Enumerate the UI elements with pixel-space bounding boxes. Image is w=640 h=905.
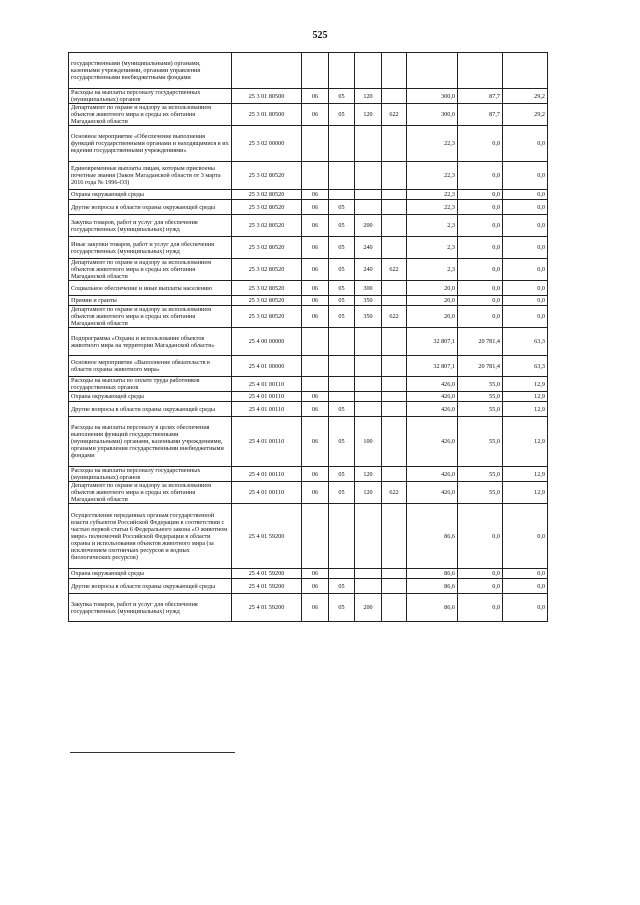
row-name: Социальное обеспечение и иные выплаты населению — [69, 281, 232, 296]
row-expense-type: 120 — [355, 482, 382, 504]
row-subsection — [329, 53, 355, 89]
table-row — [69, 190, 548, 200]
row-subsection: 05 — [329, 281, 355, 296]
row-subsection: 05 — [329, 200, 355, 215]
row-name: Департамент по охране и надзору за использованием объектов животного мира и среды их обитания Магаданской области — [69, 306, 232, 328]
footer-divider — [70, 752, 235, 753]
row-actual-value: 55,0 — [458, 417, 503, 467]
row-actual-value: 55,0 — [458, 392, 503, 402]
row-expense-type: 200 — [355, 594, 382, 622]
row-percent: 0,0 — [503, 296, 548, 306]
row-actual-value: 0,0 — [458, 306, 503, 328]
row-plan-value: 86,6 — [407, 594, 458, 622]
row-subsection: 05 — [329, 402, 355, 417]
row-org-code — [382, 356, 407, 377]
row-percent: 29,2 — [503, 89, 548, 104]
row-section: 06 — [302, 482, 329, 504]
row-name: Расходы на выплаты персоналу государственных (муниципальных) органов — [69, 89, 232, 104]
row-percent: 12,9 — [503, 467, 548, 482]
row-actual-value: 55,0 — [458, 467, 503, 482]
row-code: 25 3 02 80520 — [232, 281, 302, 296]
row-name: Департамент по охране и надзору за использованием объектов животного мира и среды их обитания Магаданской области — [69, 259, 232, 281]
row-expense-type — [355, 504, 382, 569]
row-subsection: 05 — [329, 296, 355, 306]
row-section: 06 — [302, 215, 329, 237]
row-plan-value: 426,0 — [407, 482, 458, 504]
row-org-code — [382, 215, 407, 237]
budget-table — [68, 52, 548, 622]
table-row — [69, 377, 548, 392]
row-percent: 0,0 — [503, 126, 548, 162]
row-percent: 63,3 — [503, 328, 548, 356]
row-actual-value: 0,0 — [458, 504, 503, 569]
row-subsection — [329, 377, 355, 392]
row-section: 06 — [302, 306, 329, 328]
row-plan-value: 2,3 — [407, 259, 458, 281]
table-row — [69, 569, 548, 579]
row-name: Основное мероприятие «Обеспечение выполнения функций государственными органами и находящимися в их ведении государственными учреждениями» — [69, 126, 232, 162]
row-actual-value: 0,0 — [458, 200, 503, 215]
row-percent: 0,0 — [503, 594, 548, 622]
row-section: 06 — [302, 392, 329, 402]
table-row — [69, 259, 548, 281]
row-plan-value: 426,0 — [407, 417, 458, 467]
table-row — [69, 104, 548, 126]
row-subsection: 05 — [329, 237, 355, 259]
row-section: 06 — [302, 89, 329, 104]
row-expense-type: 350 — [355, 296, 382, 306]
row-percent: 12,9 — [503, 392, 548, 402]
row-percent: 0,0 — [503, 237, 548, 259]
row-subsection: 05 — [329, 579, 355, 594]
row-section — [302, 126, 329, 162]
table-row — [69, 356, 548, 377]
row-org-code — [382, 281, 407, 296]
row-section: 06 — [302, 259, 329, 281]
row-section: 06 — [302, 402, 329, 417]
row-expense-type: 120 — [355, 89, 382, 104]
row-percent: 0,0 — [503, 259, 548, 281]
row-plan-value: 20,0 — [407, 306, 458, 328]
row-percent: 63,3 — [503, 356, 548, 377]
row-code: 25 3 02 80520 — [232, 162, 302, 190]
row-actual-value: 0,0 — [458, 281, 503, 296]
table-row — [69, 296, 548, 306]
row-actual-value: 0,0 — [458, 569, 503, 579]
row-subsection: 05 — [329, 259, 355, 281]
row-code: 25 3 02 80520 — [232, 200, 302, 215]
row-org-code — [382, 89, 407, 104]
row-expense-type — [355, 392, 382, 402]
row-code: 25 4 01 00110 — [232, 377, 302, 392]
row-org-code — [382, 237, 407, 259]
row-expense-type: 200 — [355, 215, 382, 237]
row-plan-value — [407, 53, 458, 89]
row-plan-value: 86,6 — [407, 504, 458, 569]
row-code: 25 3 01 80500 — [232, 89, 302, 104]
row-expense-type — [355, 579, 382, 594]
row-plan-value: 426,0 — [407, 392, 458, 402]
row-name: Департамент по охране и надзору за использованием объектов животного мира и среды их обитания Магаданской области — [69, 104, 232, 126]
table-row — [69, 162, 548, 190]
table-row — [69, 89, 548, 104]
row-org-code — [382, 467, 407, 482]
page-number: 525 — [312, 30, 328, 41]
row-name: Расходы на выплаты персоналу государственных (муниципальных) органов — [69, 467, 232, 482]
row-org-code: 622 — [382, 306, 407, 328]
row-section: 06 — [302, 104, 329, 126]
row-expense-type — [355, 356, 382, 377]
row-plan-value: 86,6 — [407, 569, 458, 579]
row-plan-value: 426,0 — [407, 402, 458, 417]
row-name: Осуществление переданных органам государственной власти субъектов Российской Федерации в соответствии с частью первой статьи 6 Федерального закона «О животном мире» полномочий Российской Федерации в области охраны и использования объектов животного мира (за исключением охотничьих ресурсов и водных биологических ресурсов) — [69, 504, 232, 569]
row-name: Расходы на выплаты по оплате труда работников государственных органов — [69, 377, 232, 392]
row-percent: 0,0 — [503, 190, 548, 200]
row-subsection: 05 — [329, 104, 355, 126]
row-expense-type: 240 — [355, 237, 382, 259]
row-plan-value: 22,3 — [407, 200, 458, 215]
row-name: Подпрограмма «Охрана и использование объектов животного мира на территории Магаданской области» — [69, 328, 232, 356]
row-name: Иные закупки товаров, работ и услуг для обеспечения государственных (муниципальных) нужд — [69, 237, 232, 259]
row-code: 25 3 02 80520 — [232, 259, 302, 281]
row-code: 25 3 02 00000 — [232, 126, 302, 162]
row-actual-value: 20 781,4 — [458, 328, 503, 356]
row-subsection — [329, 356, 355, 377]
row-subsection — [329, 392, 355, 402]
row-org-code — [382, 53, 407, 89]
table-row — [69, 482, 548, 504]
row-expense-type — [355, 53, 382, 89]
row-section: 06 — [302, 281, 329, 296]
row-section: 06 — [302, 594, 329, 622]
row-code: 25 4 01 00110 — [232, 467, 302, 482]
row-code: 25 3 01 80500 — [232, 104, 302, 126]
row-section: 06 — [302, 296, 329, 306]
row-code: 25 4 01 59200 — [232, 579, 302, 594]
row-code: 25 3 02 80520 — [232, 296, 302, 306]
row-org-code — [382, 200, 407, 215]
row-plan-value: 22,3 — [407, 126, 458, 162]
row-section — [302, 328, 329, 356]
row-actual-value: 87,7 — [458, 89, 503, 104]
table-row — [69, 200, 548, 215]
row-subsection — [329, 504, 355, 569]
row-percent: 0,0 — [503, 579, 548, 594]
row-org-code — [382, 126, 407, 162]
row-expense-type — [355, 402, 382, 417]
row-subsection — [329, 328, 355, 356]
row-subsection — [329, 126, 355, 162]
row-org-code: 622 — [382, 259, 407, 281]
row-expense-type — [355, 377, 382, 392]
row-name: государственными (муниципальными) органами, казенными учреждениями, органами управления государственными внебюджетными фондами — [69, 53, 232, 89]
row-section: 06 — [302, 190, 329, 200]
row-name: Охрана окружающей среды — [69, 190, 232, 200]
row-name: Другие вопросы в области охраны окружающей среды — [69, 579, 232, 594]
row-expense-type: 240 — [355, 259, 382, 281]
row-actual-value: 0,0 — [458, 296, 503, 306]
row-plan-value: 20,0 — [407, 281, 458, 296]
row-plan-value: 300,0 — [407, 89, 458, 104]
row-plan-value: 32 807,1 — [407, 356, 458, 377]
table-row — [69, 402, 548, 417]
row-code: 25 4 01 00110 — [232, 482, 302, 504]
row-expense-type: 120 — [355, 104, 382, 126]
row-org-code — [382, 402, 407, 417]
row-org-code — [382, 569, 407, 579]
row-expense-type: 300 — [355, 281, 382, 296]
row-actual-value: 0,0 — [458, 190, 503, 200]
row-percent: 12,9 — [503, 417, 548, 467]
row-org-code — [382, 594, 407, 622]
row-expense-type — [355, 569, 382, 579]
row-subsection: 05 — [329, 215, 355, 237]
table-row — [69, 53, 548, 89]
row-org-code — [382, 328, 407, 356]
row-code — [232, 53, 302, 89]
row-org-code — [382, 417, 407, 467]
row-percent: 0,0 — [503, 281, 548, 296]
row-name: Расходы на выплаты персоналу в целях обеспечения выполнения функций государственными (муниципальными) органами, казенными учреждениями, органами управления государственными внебюджетными фондами — [69, 417, 232, 467]
row-expense-type — [355, 162, 382, 190]
row-expense-type: 350 — [355, 306, 382, 328]
row-name: Премии и гранты — [69, 296, 232, 306]
row-org-code — [382, 579, 407, 594]
table-row — [69, 215, 548, 237]
table-body — [69, 53, 548, 622]
row-subsection: 05 — [329, 594, 355, 622]
row-section — [302, 356, 329, 377]
row-expense-type: 100 — [355, 417, 382, 467]
table-row — [69, 504, 548, 569]
row-plan-value: 22,3 — [407, 162, 458, 190]
row-plan-value: 86,6 — [407, 579, 458, 594]
row-org-code: 622 — [382, 104, 407, 126]
row-org-code — [382, 504, 407, 569]
table-row — [69, 281, 548, 296]
row-name: Другие вопросы в области охраны окружающей среды — [69, 200, 232, 215]
row-plan-value: 300,0 — [407, 104, 458, 126]
row-actual-value — [458, 53, 503, 89]
row-percent: 0,0 — [503, 162, 548, 190]
row-org-code — [382, 377, 407, 392]
table-row — [69, 467, 548, 482]
row-section — [302, 377, 329, 392]
row-org-code — [382, 392, 407, 402]
row-actual-value: 55,0 — [458, 402, 503, 417]
row-section — [302, 53, 329, 89]
row-section: 06 — [302, 467, 329, 482]
row-subsection: 05 — [329, 89, 355, 104]
row-actual-value: 0,0 — [458, 579, 503, 594]
row-actual-value: 87,7 — [458, 104, 503, 126]
row-expense-type — [355, 328, 382, 356]
row-actual-value: 0,0 — [458, 237, 503, 259]
row-expense-type — [355, 126, 382, 162]
row-percent: 29,2 — [503, 104, 548, 126]
row-name: Другие вопросы в области охраны окружающей среды — [69, 402, 232, 417]
row-subsection: 05 — [329, 482, 355, 504]
row-code: 25 4 01 00110 — [232, 402, 302, 417]
row-expense-type — [355, 190, 382, 200]
row-percent: 0,0 — [503, 215, 548, 237]
row-subsection — [329, 162, 355, 190]
row-percent: 0,0 — [503, 504, 548, 569]
table-row — [69, 594, 548, 622]
row-actual-value: 55,0 — [458, 377, 503, 392]
row-plan-value: 2,3 — [407, 237, 458, 259]
row-section: 06 — [302, 579, 329, 594]
row-code: 25 4 01 59200 — [232, 594, 302, 622]
row-name: Охрана окружающей среды — [69, 569, 232, 579]
row-section: 06 — [302, 569, 329, 579]
row-code: 25 4 01 59200 — [232, 569, 302, 579]
row-actual-value: 20 781,4 — [458, 356, 503, 377]
row-section: 06 — [302, 417, 329, 467]
row-percent — [503, 53, 548, 89]
row-org-code — [382, 190, 407, 200]
row-name: Единовременные выплаты лицам, которым присвоены почетные звания (Закон Магаданской области от 3 марта 2016 года № 1996-ОЗ) — [69, 162, 232, 190]
row-name: Основное мероприятие «Выполнение обязательств в области охраны животного мира» — [69, 356, 232, 377]
row-actual-value: 0,0 — [458, 594, 503, 622]
row-percent: 12,9 — [503, 402, 548, 417]
row-org-code — [382, 162, 407, 190]
row-actual-value: 0,0 — [458, 259, 503, 281]
row-subsection: 05 — [329, 417, 355, 467]
row-code: 25 4 01 59200 — [232, 504, 302, 569]
row-code: 25 4 01 00110 — [232, 417, 302, 467]
row-name: Департамент по охране и надзору за использованием объектов животного мира и среды их обитания Магаданской области — [69, 482, 232, 504]
table-row — [69, 579, 548, 594]
row-plan-value: 22,3 — [407, 190, 458, 200]
row-name: Закупка товаров, работ и услуг для обеспечения государственных (муниципальных) нужд — [69, 215, 232, 237]
row-expense-type — [355, 200, 382, 215]
row-subsection: 05 — [329, 467, 355, 482]
row-percent: 0,0 — [503, 306, 548, 328]
row-code: 25 3 02 80520 — [232, 237, 302, 259]
row-name: Закупка товаров, работ и услуг для обеспечения государственных (муниципальных) нужд — [69, 594, 232, 622]
table-row — [69, 306, 548, 328]
row-section — [302, 504, 329, 569]
row-code: 25 4 01 00110 — [232, 392, 302, 402]
table-row — [69, 417, 548, 467]
row-name: Охрана окружающей среды — [69, 392, 232, 402]
row-expense-type: 120 — [355, 467, 382, 482]
row-actual-value: 0,0 — [458, 126, 503, 162]
row-code: 25 4 01 00000 — [232, 356, 302, 377]
row-section: 06 — [302, 237, 329, 259]
row-percent: 0,0 — [503, 569, 548, 579]
row-plan-value: 2,3 — [407, 215, 458, 237]
row-plan-value: 20,0 — [407, 296, 458, 306]
table-row — [69, 237, 548, 259]
row-plan-value: 426,0 — [407, 377, 458, 392]
row-plan-value: 32 807,1 — [407, 328, 458, 356]
row-actual-value: 0,0 — [458, 215, 503, 237]
row-subsection — [329, 569, 355, 579]
row-org-code — [382, 296, 407, 306]
row-code: 25 4 00 00000 — [232, 328, 302, 356]
row-section: 06 — [302, 200, 329, 215]
row-subsection: 05 — [329, 306, 355, 328]
row-actual-value: 0,0 — [458, 162, 503, 190]
row-org-code: 622 — [382, 482, 407, 504]
row-percent: 12,9 — [503, 482, 548, 504]
row-code: 25 3 02 80520 — [232, 215, 302, 237]
row-percent: 12,9 — [503, 377, 548, 392]
table-row — [69, 126, 548, 162]
row-percent: 0,0 — [503, 200, 548, 215]
row-code: 25 3 02 80520 — [232, 190, 302, 200]
row-code: 25 3 02 80520 — [232, 306, 302, 328]
table-row — [69, 392, 548, 402]
row-plan-value: 426,0 — [407, 467, 458, 482]
row-subsection — [329, 190, 355, 200]
table-row — [69, 328, 548, 356]
row-actual-value: 55,0 — [458, 482, 503, 504]
row-section — [302, 162, 329, 190]
